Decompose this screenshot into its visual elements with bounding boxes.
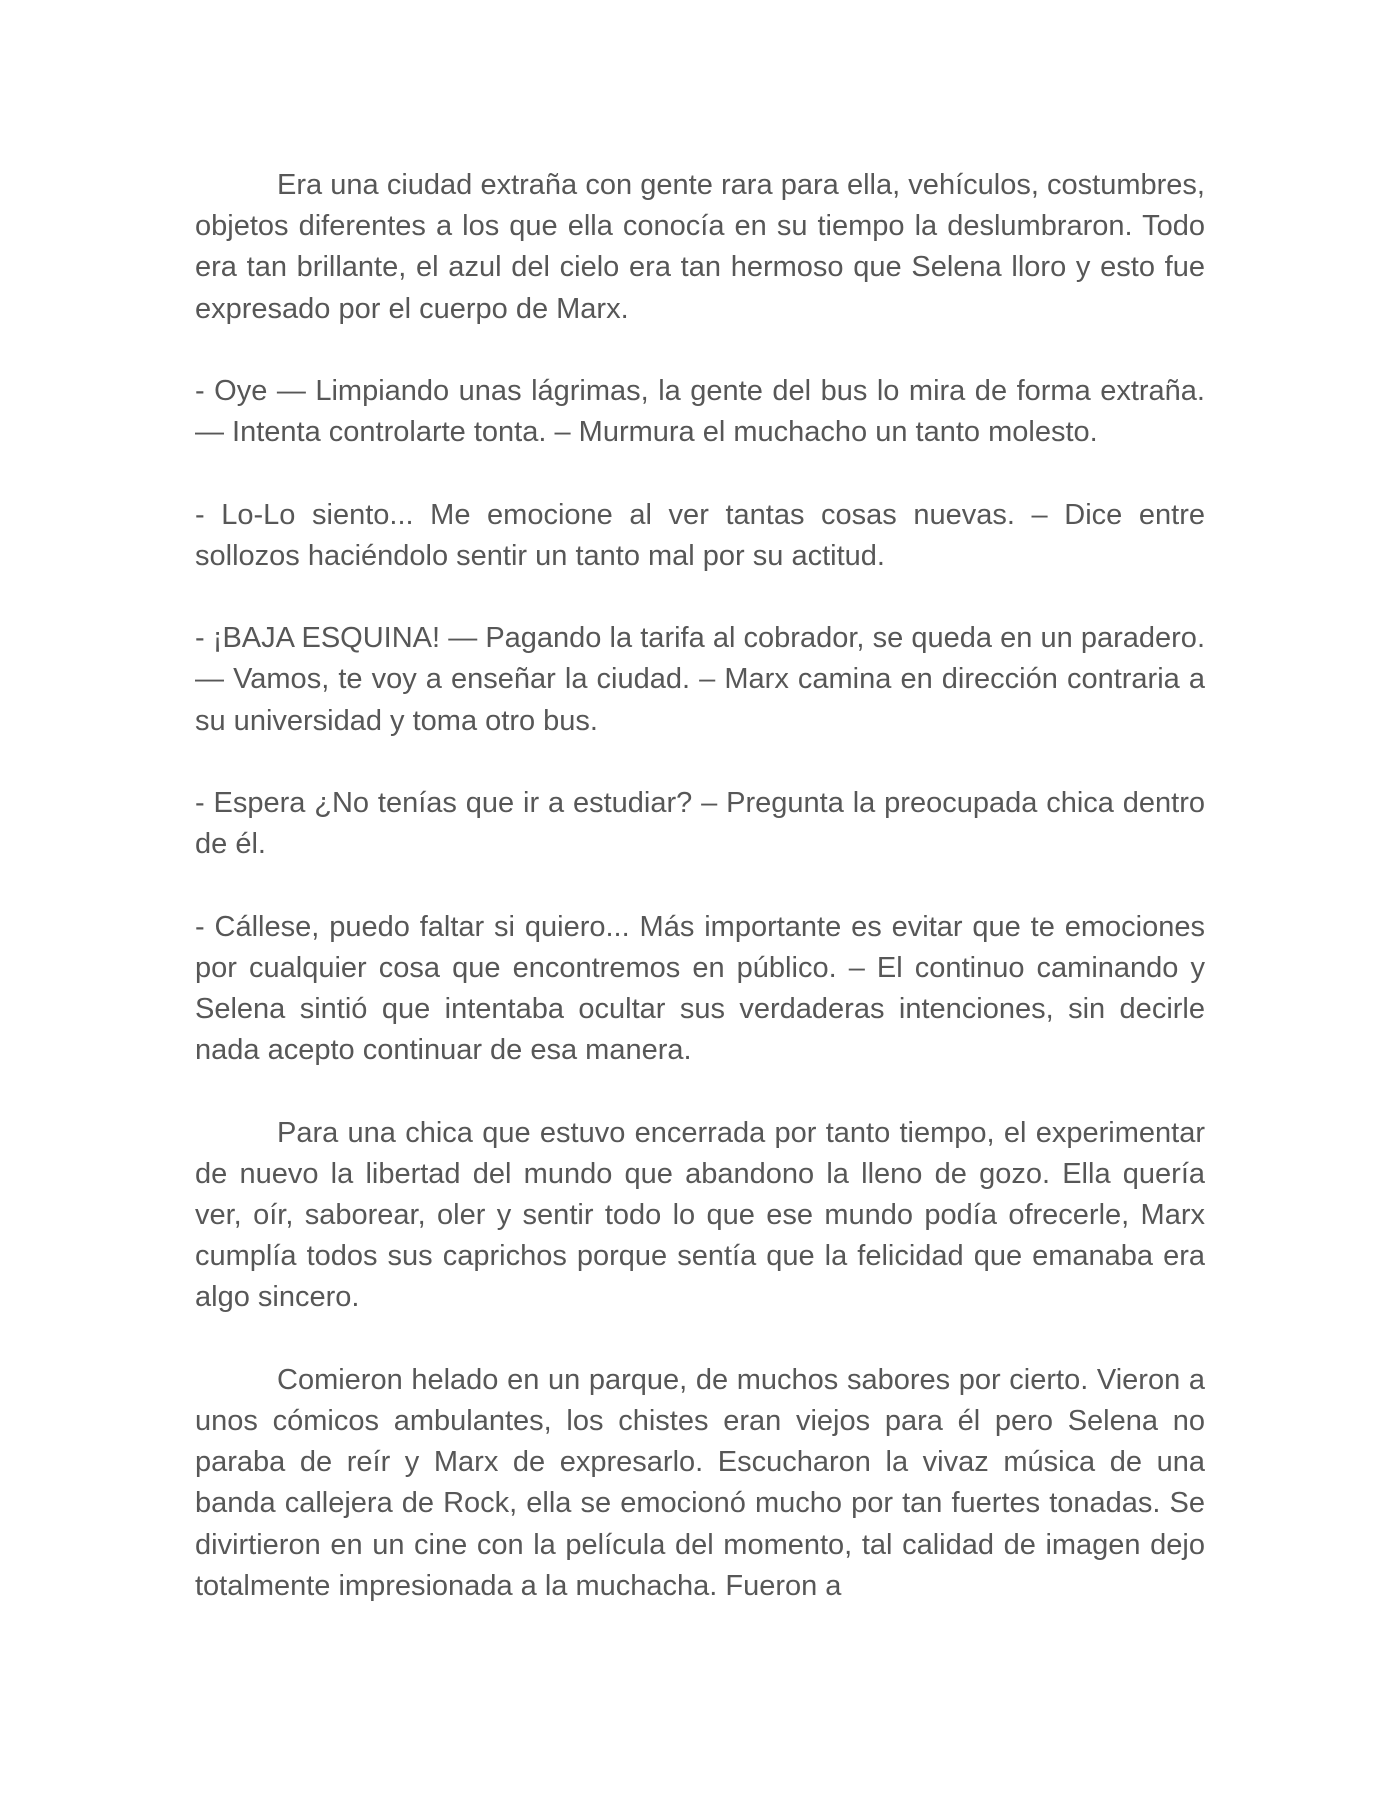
paragraph-dialogue-callese: - Cállese, puedo faltar si quiero... Más importante es evitar que te emociones por cualquier cosa que encontremos en público. – El continuo caminando y Selena sintió que intentaba ocultar sus verdaderas intenciones, sin decirle nada acepto continuar de esa manera. (195, 910, 1205, 1067)
paragraph-dialogue-oye: - Oye — Limpiando unas lágrimas, la gente del bus lo mira de forma extraña. — Intenta controlarte tonta. – Murmura el muchacho un tanto molesto. (195, 375, 1205, 449)
document-body (195, 165, 1205, 1607)
paragraph-activities: Comieron helado en un parque, de muchos sabores por cierto. Vieron a unos cómicos ambulantes, los chistes eran viejos para él pero Selena no paraba de reír y Marx de expresarlo. Escucharon la vivaz música de una banda callejera de Rock, ella se emocionó mucho por tan fuertes tonadas. Se divirtieron en un cine con la película del momento, tal calidad de imagen dejo totalmente impresionada a la muchacha. Fueron a (195, 1363, 1205, 1602)
paragraph-dialogue-espera: - Espera ¿No tenías que ir a estudiar? – Pregunta la preocupada chica dentro de él. (195, 786, 1205, 861)
paragraph-city-description: Era una ciudad extraña con gente rara para ella, vehículos, costumbres, objetos diferentes a los que ella conocía en su tiempo la deslumbraron. Todo era tan brillante, el azul del cielo era tan hermoso que Selena lloro y esto fue expresado por el cuerpo de Marx. (195, 169, 1205, 325)
paragraph-dialogue-lo-siento: - Lo-Lo siento... Me emocione al ver tantas cosas nuevas. – Dice entre sollozos haciéndolo sentir un tanto mal por su actitud. (195, 498, 1205, 572)
paragraph-freedom: Para una chica que estuvo encerrada por tanto tiempo, el experimentar de nuevo la libertad del mundo que abandono la lleno de gozo. Ella quería ver, oír, saborear, oler y sentir todo lo que ese mundo podía ofrecerle, Marx cumplía todos sus caprichos porque sentía que la felicidad que emanaba era algo sincero. (195, 1116, 1205, 1314)
paragraph-dialogue-baja-esquina: - ¡BAJA ESQUINA! — Pagando la tarifa al cobrador, se queda en un paradero. — Vamos, te voy a enseñar la ciudad. – Marx camina en dirección contraria a su universidad y toma otro bus. (195, 622, 1205, 737)
